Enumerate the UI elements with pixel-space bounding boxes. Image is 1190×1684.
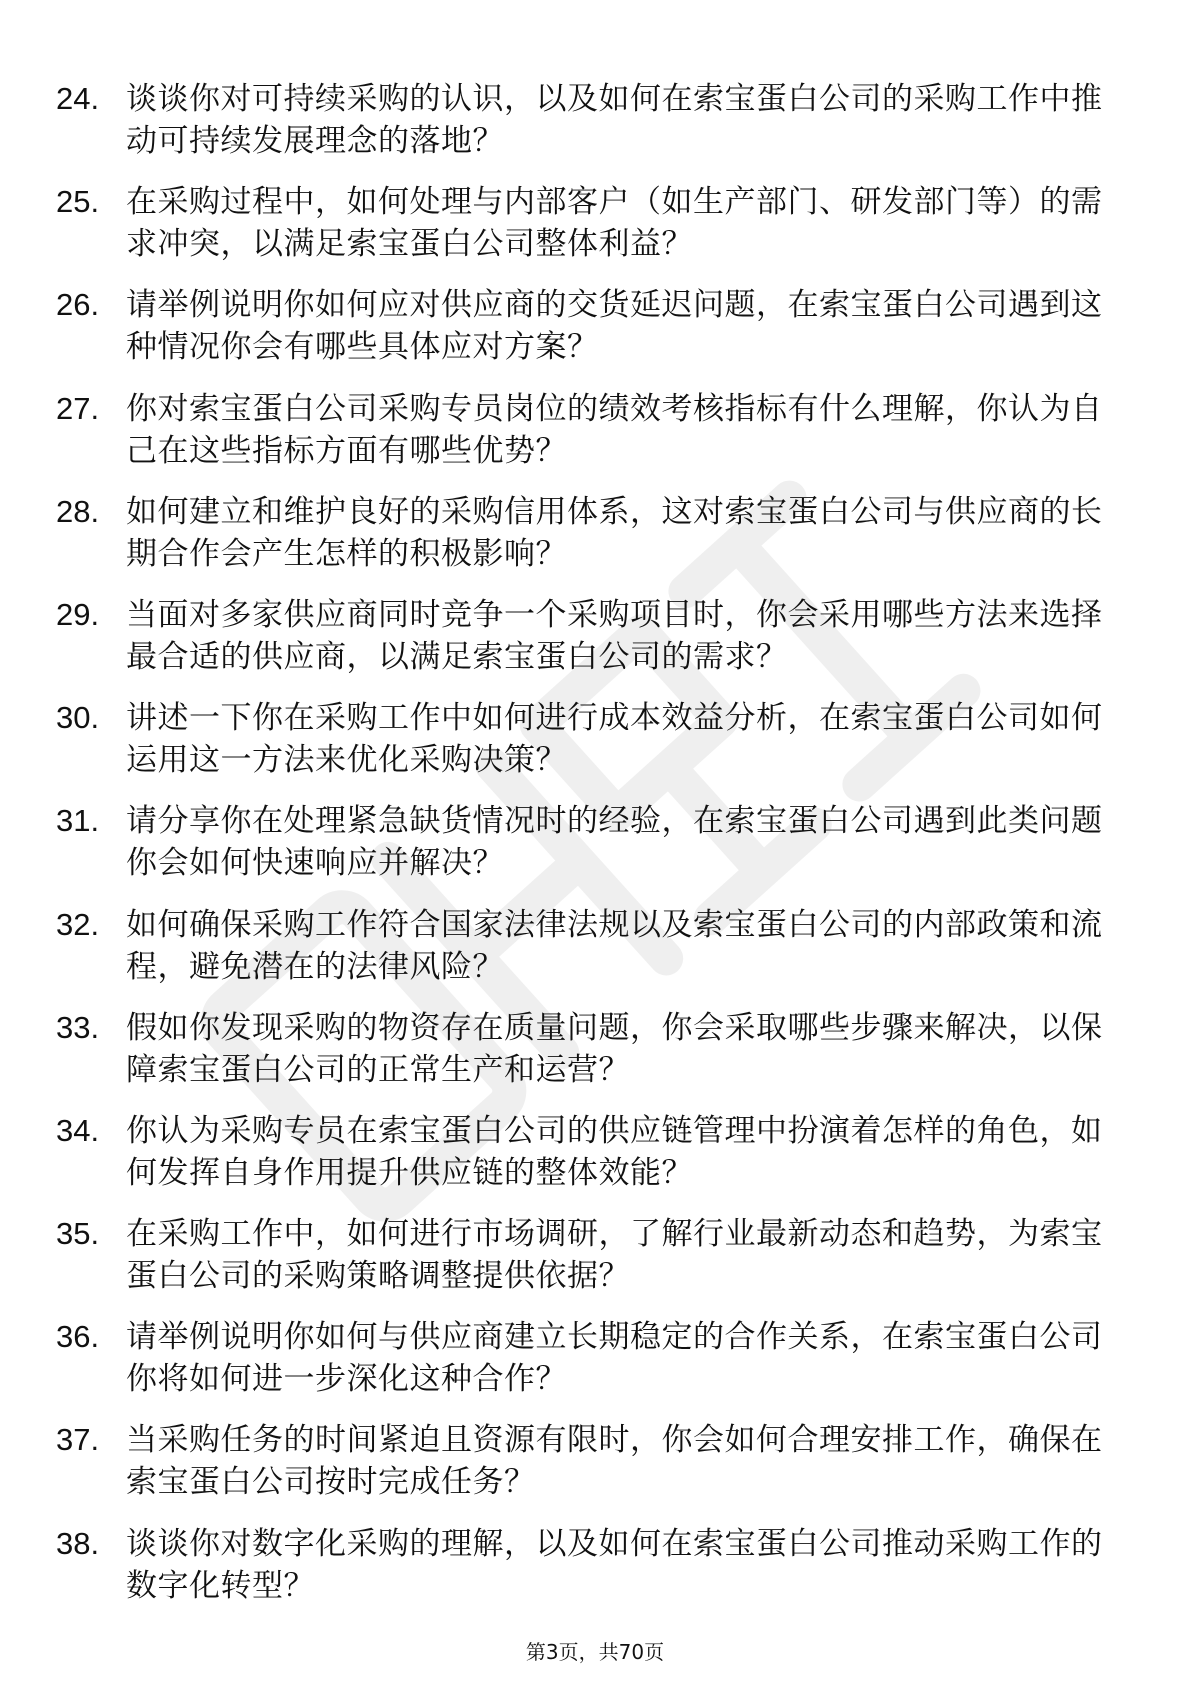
question-item-36	[56, 1316, 1116, 1419]
question-text: 在采购过程中，如何处理与内部客户（如生产部门、研发部门等）的需求冲突，以满足索宝蛋白公司整体利益？	[126, 184, 1103, 263]
question-text: 假如你发现采购的物资存在质量问题，你会采取哪些步骤来解决，以保障索宝蛋白公司的正常生产和运营？	[126, 1009, 1103, 1088]
question-text: 当面对多家供应商同时竞争一个采购项目时，你会采用哪些方法来选择最合适的供应商，以满足索宝蛋白公司的需求？	[126, 596, 1103, 675]
question-text: 当采购任务的时间紧迫且资源有限时，你会如何合理安排工作，确保在索宝蛋白公司按时完成任务？	[126, 1422, 1103, 1501]
question-text: 你对索宝蛋白公司采购专员岗位的绩效考核指标有什么理解，你认为自己在这些指标方面有哪些优势？	[126, 390, 1103, 469]
interview-question-list	[56, 78, 1116, 1626]
question-text: 你认为采购专员在索宝蛋白公司的供应链管理中扮演着怎样的角色，如何发挥自身作用提升供应链的整体效能？	[126, 1112, 1103, 1191]
question-text: 请举例说明你如何应对供应商的交货延迟问题，在索宝蛋白公司遇到这种情况你会有哪些具体应对方案？	[126, 287, 1103, 366]
question-item-31	[56, 800, 1116, 903]
question-number: 25.	[56, 184, 100, 220]
question-text: 请举例说明你如何与供应商建立长期稳定的合作关系，在索宝蛋白公司你将如何进一步深化这种合作？	[126, 1319, 1103, 1398]
question-item-37	[56, 1419, 1116, 1522]
question-number: 31.	[56, 803, 100, 839]
question-text: 如何建立和维护良好的采购信用体系，这对索宝蛋白公司与供应商的长期合作会产生怎样的积极影响？	[126, 493, 1103, 572]
question-item-38	[56, 1523, 1116, 1626]
question-item-28	[56, 491, 1116, 594]
question-text: 请分享你在处理紧急缺货情况时的经验，在索宝蛋白公司遇到此类问题你会如何快速响应并解决？	[126, 803, 1103, 882]
question-item-26	[56, 284, 1116, 387]
question-number: 35.	[56, 1216, 100, 1252]
question-number: 27.	[56, 390, 100, 426]
question-number: 33.	[56, 1009, 100, 1045]
question-number: 38.	[56, 1525, 100, 1561]
page-number-footer: 第3页，共70页	[525, 1640, 665, 1664]
question-text: 谈谈你对可持续采购的认识，以及如何在索宝蛋白公司的采购工作中推动可持续发展理念的落地？	[126, 81, 1103, 159]
question-item-33	[56, 1007, 1116, 1110]
question-item-30	[56, 697, 1116, 800]
question-number: 34.	[56, 1112, 100, 1148]
question-number: 26.	[56, 287, 100, 323]
question-number: 30.	[56, 700, 100, 736]
question-item-34	[56, 1110, 1116, 1213]
question-text: 如何确保采购工作符合国家法律法规以及索宝蛋白公司的内部政策和流程，避免潜在的法律风险？	[126, 906, 1103, 985]
question-number: 24.	[56, 81, 100, 116]
question-item-25	[56, 181, 1116, 284]
question-item-24	[56, 78, 1116, 181]
question-number: 36.	[56, 1319, 100, 1355]
question-number: 32.	[56, 906, 100, 942]
question-item-35	[56, 1213, 1116, 1316]
question-item-32	[56, 904, 1116, 1007]
question-text: 讲述一下你在采购工作中如何进行成本效益分析，在索宝蛋白公司如何运用这一方法来优化采购决策？	[126, 700, 1103, 779]
question-number: 28.	[56, 493, 100, 529]
question-text: 谈谈你对数字化采购的理解，以及如何在索宝蛋白公司推动采购工作的数字化转型？	[126, 1525, 1103, 1604]
question-number: 37.	[56, 1422, 100, 1458]
question-number: 29.	[56, 596, 100, 632]
question-item-29	[56, 594, 1116, 697]
question-item-27	[56, 388, 1116, 491]
question-text: 在采购工作中，如何进行市场调研，了解行业最新动态和趋势，为索宝蛋白公司的采购策略调整提供依据？	[126, 1216, 1103, 1295]
